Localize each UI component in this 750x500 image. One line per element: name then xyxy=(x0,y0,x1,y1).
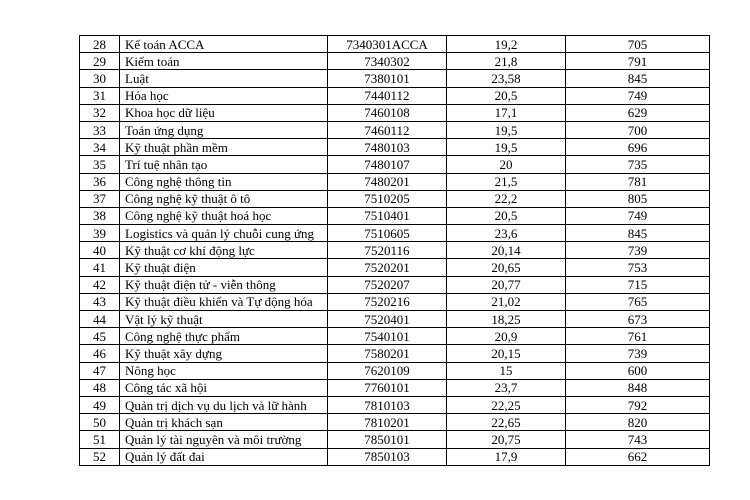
cutoff-score-cell: 19,5 xyxy=(447,121,566,138)
aptitude-score-cell: 753 xyxy=(566,259,710,276)
row-number-cell: 32 xyxy=(80,104,120,121)
table-row xyxy=(80,36,710,53)
table-row xyxy=(80,207,710,224)
major-name-cell: Công nghệ thông tin xyxy=(120,173,328,190)
row-number-cell: 38 xyxy=(80,207,120,224)
aptitude-score-cell: 696 xyxy=(566,139,710,156)
major-name-cell: Kỹ thuật phần mềm xyxy=(120,139,328,156)
aptitude-score-cell: 845 xyxy=(566,225,710,242)
table-row xyxy=(80,121,710,138)
major-name-cell: Kỹ thuật cơ khí động lực xyxy=(120,242,328,259)
major-name-cell: Kế toán ACCA xyxy=(120,36,328,53)
major-name-cell: Logistics và quản lý chuỗi cung ứng xyxy=(120,225,328,242)
row-number-cell: 30 xyxy=(80,70,120,87)
aptitude-score-cell: 735 xyxy=(566,156,710,173)
cutoff-score-cell: 17,9 xyxy=(447,448,566,465)
aptitude-score-cell: 629 xyxy=(566,104,710,121)
table-row xyxy=(80,242,710,259)
major-code-cell: 7510205 xyxy=(328,190,447,207)
table-row xyxy=(80,362,710,379)
table-row xyxy=(80,328,710,345)
major-code-cell: 7440112 xyxy=(328,87,447,104)
major-name-cell: Hóa học xyxy=(120,87,328,104)
table-row xyxy=(80,156,710,173)
cutoff-score-cell: 20,65 xyxy=(447,259,566,276)
table-row xyxy=(80,379,710,396)
table-row xyxy=(80,87,710,104)
major-code-cell: 7580201 xyxy=(328,345,447,362)
aptitude-score-cell: 749 xyxy=(566,87,710,104)
cutoff-score-cell: 20,5 xyxy=(447,87,566,104)
row-number-cell: 44 xyxy=(80,311,120,328)
table-row xyxy=(80,139,710,156)
aptitude-score-cell: 848 xyxy=(566,379,710,396)
major-name-cell: Công nghệ thực phẩm xyxy=(120,328,328,345)
table-row xyxy=(80,53,710,70)
table-row xyxy=(80,431,710,448)
major-code-cell: 7850101 xyxy=(328,431,447,448)
major-name-cell: Vật lý kỹ thuật xyxy=(120,311,328,328)
cutoff-score-cell: 20,15 xyxy=(447,345,566,362)
major-name-cell: Kiểm toán xyxy=(120,53,328,70)
cutoff-score-cell: 22,65 xyxy=(447,414,566,431)
table-row xyxy=(80,104,710,121)
cutoff-score-cell: 19,2 xyxy=(447,36,566,53)
major-name-cell: Quản trị dịch vụ du lịch và lữ hành xyxy=(120,396,328,413)
admission-score-table xyxy=(79,35,710,466)
row-number-cell: 47 xyxy=(80,362,120,379)
cutoff-score-cell: 20,5 xyxy=(447,207,566,224)
row-number-cell: 28 xyxy=(80,36,120,53)
aptitude-score-cell: 662 xyxy=(566,448,710,465)
cutoff-score-cell: 19,5 xyxy=(447,139,566,156)
row-number-cell: 42 xyxy=(80,276,120,293)
major-name-cell: Quản lý tài nguyên và môi trường xyxy=(120,431,328,448)
major-code-cell: 7540101 xyxy=(328,328,447,345)
major-code-cell: 7520201 xyxy=(328,259,447,276)
major-name-cell: Quản lý đất đai xyxy=(120,448,328,465)
aptitude-score-cell: 791 xyxy=(566,53,710,70)
table-row xyxy=(80,345,710,362)
aptitude-score-cell: 739 xyxy=(566,345,710,362)
major-code-cell: 7520207 xyxy=(328,276,447,293)
table-row xyxy=(80,414,710,431)
row-number-cell: 52 xyxy=(80,448,120,465)
aptitude-score-cell: 743 xyxy=(566,431,710,448)
major-name-cell: Kỹ thuật điều khiển và Tự động hóa xyxy=(120,293,328,310)
cutoff-score-cell: 20 xyxy=(447,156,566,173)
table-row xyxy=(80,311,710,328)
table-row xyxy=(80,173,710,190)
aptitude-score-cell: 705 xyxy=(566,36,710,53)
major-code-cell: 7620109 xyxy=(328,362,447,379)
major-code-cell: 7520401 xyxy=(328,311,447,328)
cutoff-score-cell: 20,9 xyxy=(447,328,566,345)
cutoff-score-cell: 22,25 xyxy=(447,396,566,413)
row-number-cell: 45 xyxy=(80,328,120,345)
major-name-cell: Luật xyxy=(120,70,328,87)
major-code-cell: 7480201 xyxy=(328,173,447,190)
row-number-cell: 43 xyxy=(80,293,120,310)
row-number-cell: 46 xyxy=(80,345,120,362)
major-code-cell: 7480107 xyxy=(328,156,447,173)
major-name-cell: Nông học xyxy=(120,362,328,379)
cutoff-score-cell: 20,14 xyxy=(447,242,566,259)
cutoff-score-cell: 21,5 xyxy=(447,173,566,190)
row-number-cell: 29 xyxy=(80,53,120,70)
cutoff-score-cell: 17,1 xyxy=(447,104,566,121)
cutoff-score-cell: 23,7 xyxy=(447,379,566,396)
row-number-cell: 49 xyxy=(80,396,120,413)
major-name-cell: Công tác xã hội xyxy=(120,379,328,396)
table-body xyxy=(80,36,710,466)
table-row xyxy=(80,396,710,413)
table-row xyxy=(80,259,710,276)
aptitude-score-cell: 845 xyxy=(566,70,710,87)
major-name-cell: Trí tuệ nhân tạo xyxy=(120,156,328,173)
table-row xyxy=(80,293,710,310)
row-number-cell: 51 xyxy=(80,431,120,448)
major-name-cell: Công nghệ kỹ thuật hoá học xyxy=(120,207,328,224)
row-number-cell: 33 xyxy=(80,121,120,138)
row-number-cell: 34 xyxy=(80,139,120,156)
table-row xyxy=(80,448,710,465)
row-number-cell: 40 xyxy=(80,242,120,259)
aptitude-score-cell: 781 xyxy=(566,173,710,190)
aptitude-score-cell: 739 xyxy=(566,242,710,259)
major-name-cell: Quản trị khách sạn xyxy=(120,414,328,431)
cutoff-score-cell: 23,58 xyxy=(447,70,566,87)
cutoff-score-cell: 21,02 xyxy=(447,293,566,310)
aptitude-score-cell: 715 xyxy=(566,276,710,293)
cutoff-score-cell: 20,75 xyxy=(447,431,566,448)
major-code-cell: 7510605 xyxy=(328,225,447,242)
table-row xyxy=(80,225,710,242)
major-name-cell: Công nghệ kỹ thuật ô tô xyxy=(120,190,328,207)
row-number-cell: 31 xyxy=(80,87,120,104)
row-number-cell: 41 xyxy=(80,259,120,276)
table-row xyxy=(80,276,710,293)
cutoff-score-cell: 22,2 xyxy=(447,190,566,207)
major-code-cell: 7810103 xyxy=(328,396,447,413)
aptitude-score-cell: 761 xyxy=(566,328,710,345)
row-number-cell: 39 xyxy=(80,225,120,242)
aptitude-score-cell: 805 xyxy=(566,190,710,207)
major-name-cell: Kỹ thuật xây dựng xyxy=(120,345,328,362)
major-code-cell: 7340302 xyxy=(328,53,447,70)
major-code-cell: 7760101 xyxy=(328,379,447,396)
table-row xyxy=(80,190,710,207)
cutoff-score-cell: 15 xyxy=(447,362,566,379)
aptitude-score-cell: 820 xyxy=(566,414,710,431)
major-code-cell: 7810201 xyxy=(328,414,447,431)
aptitude-score-cell: 749 xyxy=(566,207,710,224)
major-code-cell: 7850103 xyxy=(328,448,447,465)
major-name-cell: Toán ứng dụng xyxy=(120,121,328,138)
row-number-cell: 36 xyxy=(80,173,120,190)
table-row xyxy=(80,70,710,87)
row-number-cell: 37 xyxy=(80,190,120,207)
major-code-cell: 7520116 xyxy=(328,242,447,259)
major-name-cell: Kỹ thuật điện tử - viễn thông xyxy=(120,276,328,293)
major-code-cell: 7460108 xyxy=(328,104,447,121)
aptitude-score-cell: 792 xyxy=(566,396,710,413)
aptitude-score-cell: 700 xyxy=(566,121,710,138)
aptitude-score-cell: 600 xyxy=(566,362,710,379)
cutoff-score-cell: 18,25 xyxy=(447,311,566,328)
major-code-cell: 7510401 xyxy=(328,207,447,224)
row-number-cell: 48 xyxy=(80,379,120,396)
major-name-cell: Khoa học dữ liệu xyxy=(120,104,328,121)
aptitude-score-cell: 765 xyxy=(566,293,710,310)
cutoff-score-cell: 20,77 xyxy=(447,276,566,293)
cutoff-score-cell: 23,6 xyxy=(447,225,566,242)
row-number-cell: 50 xyxy=(80,414,120,431)
cutoff-score-cell: 21,8 xyxy=(447,53,566,70)
row-number-cell: 35 xyxy=(80,156,120,173)
major-name-cell: Kỹ thuật điện xyxy=(120,259,328,276)
aptitude-score-cell: 673 xyxy=(566,311,710,328)
major-code-cell: 7520216 xyxy=(328,293,447,310)
major-code-cell: 7460112 xyxy=(328,121,447,138)
major-code-cell: 7480103 xyxy=(328,139,447,156)
major-code-cell: 7340301ACCA xyxy=(328,36,447,53)
major-code-cell: 7380101 xyxy=(328,70,447,87)
